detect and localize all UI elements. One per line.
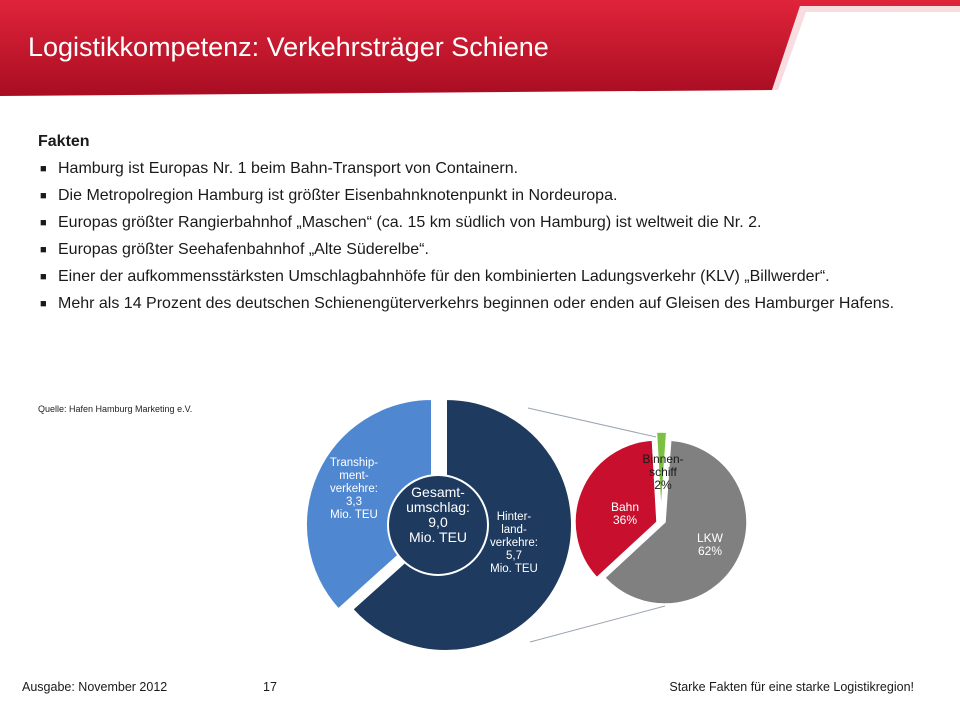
footer-edition: Ausgabe: November 2012 bbox=[22, 680, 168, 694]
square-bullet-icon: ■ bbox=[40, 298, 47, 310]
slice-label: Bahn 36% bbox=[610, 500, 640, 527]
slice-label: LKW 62% bbox=[696, 531, 724, 558]
slice-label: Hinter-land-verkehre: 5,7 Mio. TEU bbox=[490, 511, 538, 575]
square-bullet-icon: ■ bbox=[40, 163, 47, 175]
fact-item: ■ Die Metropolregion Hamburg ist größter Eisenbahnknotenpunkt in Nordeuropa. bbox=[40, 187, 618, 204]
square-bullet-icon: ■ bbox=[40, 190, 47, 202]
square-bullet-icon: ■ bbox=[40, 271, 47, 283]
page-title: Logistikkompetenz: Verkehrsträger Schiene bbox=[28, 32, 549, 62]
slice-label: Binnen-schiff 2% bbox=[642, 452, 684, 492]
center-label: Gesamt-umschlag: 9,0 Mio. TEU bbox=[406, 484, 470, 545]
footer-tagline: Starke Fakten für eine starke Logistikregion! bbox=[669, 680, 914, 694]
connector-line-top bbox=[528, 408, 665, 439]
fact-item: ■ Europas größter Rangierbahnhof „Maschen“ (ca. 15 km südlich von Hamburg) ist weltweit die Nr. 2. bbox=[40, 214, 762, 231]
facts-heading: Fakten bbox=[38, 133, 90, 150]
fact-item: ■ Einer der aufkommensstärksten Umschlagbahnhöfe für den kombinierten Ladungsverkehr (KLV) „Billwerder“. bbox=[40, 268, 830, 285]
slice-label: Tranship-ment-verkehre: 3,3 Mio. TEU bbox=[329, 457, 379, 521]
square-bullet-icon: ■ bbox=[40, 217, 47, 229]
fact-item: ■ Hamburg ist Europas Nr. 1 beim Bahn-Transport von Containern. bbox=[40, 160, 519, 177]
page-number: 17 bbox=[263, 680, 277, 694]
square-bullet-icon: ■ bbox=[40, 244, 47, 256]
source-note: Quelle: Hafen Hamburg Marketing e.V. bbox=[38, 404, 193, 414]
volume-split-chart bbox=[300, 392, 770, 662]
connector-line-bottom bbox=[530, 606, 665, 642]
fact-item: ■ Mehr als 14 Prozent des deutschen Schienengüterverkehrs beginnen oder enden auf Gleisen des Hamburger Hafens. bbox=[40, 295, 895, 312]
fact-item: ■ Europas größter Seehafenbahnhof „Alte Süderelbe“. bbox=[40, 241, 429, 258]
facts-section bbox=[38, 133, 918, 321]
facts-list bbox=[38, 159, 918, 313]
